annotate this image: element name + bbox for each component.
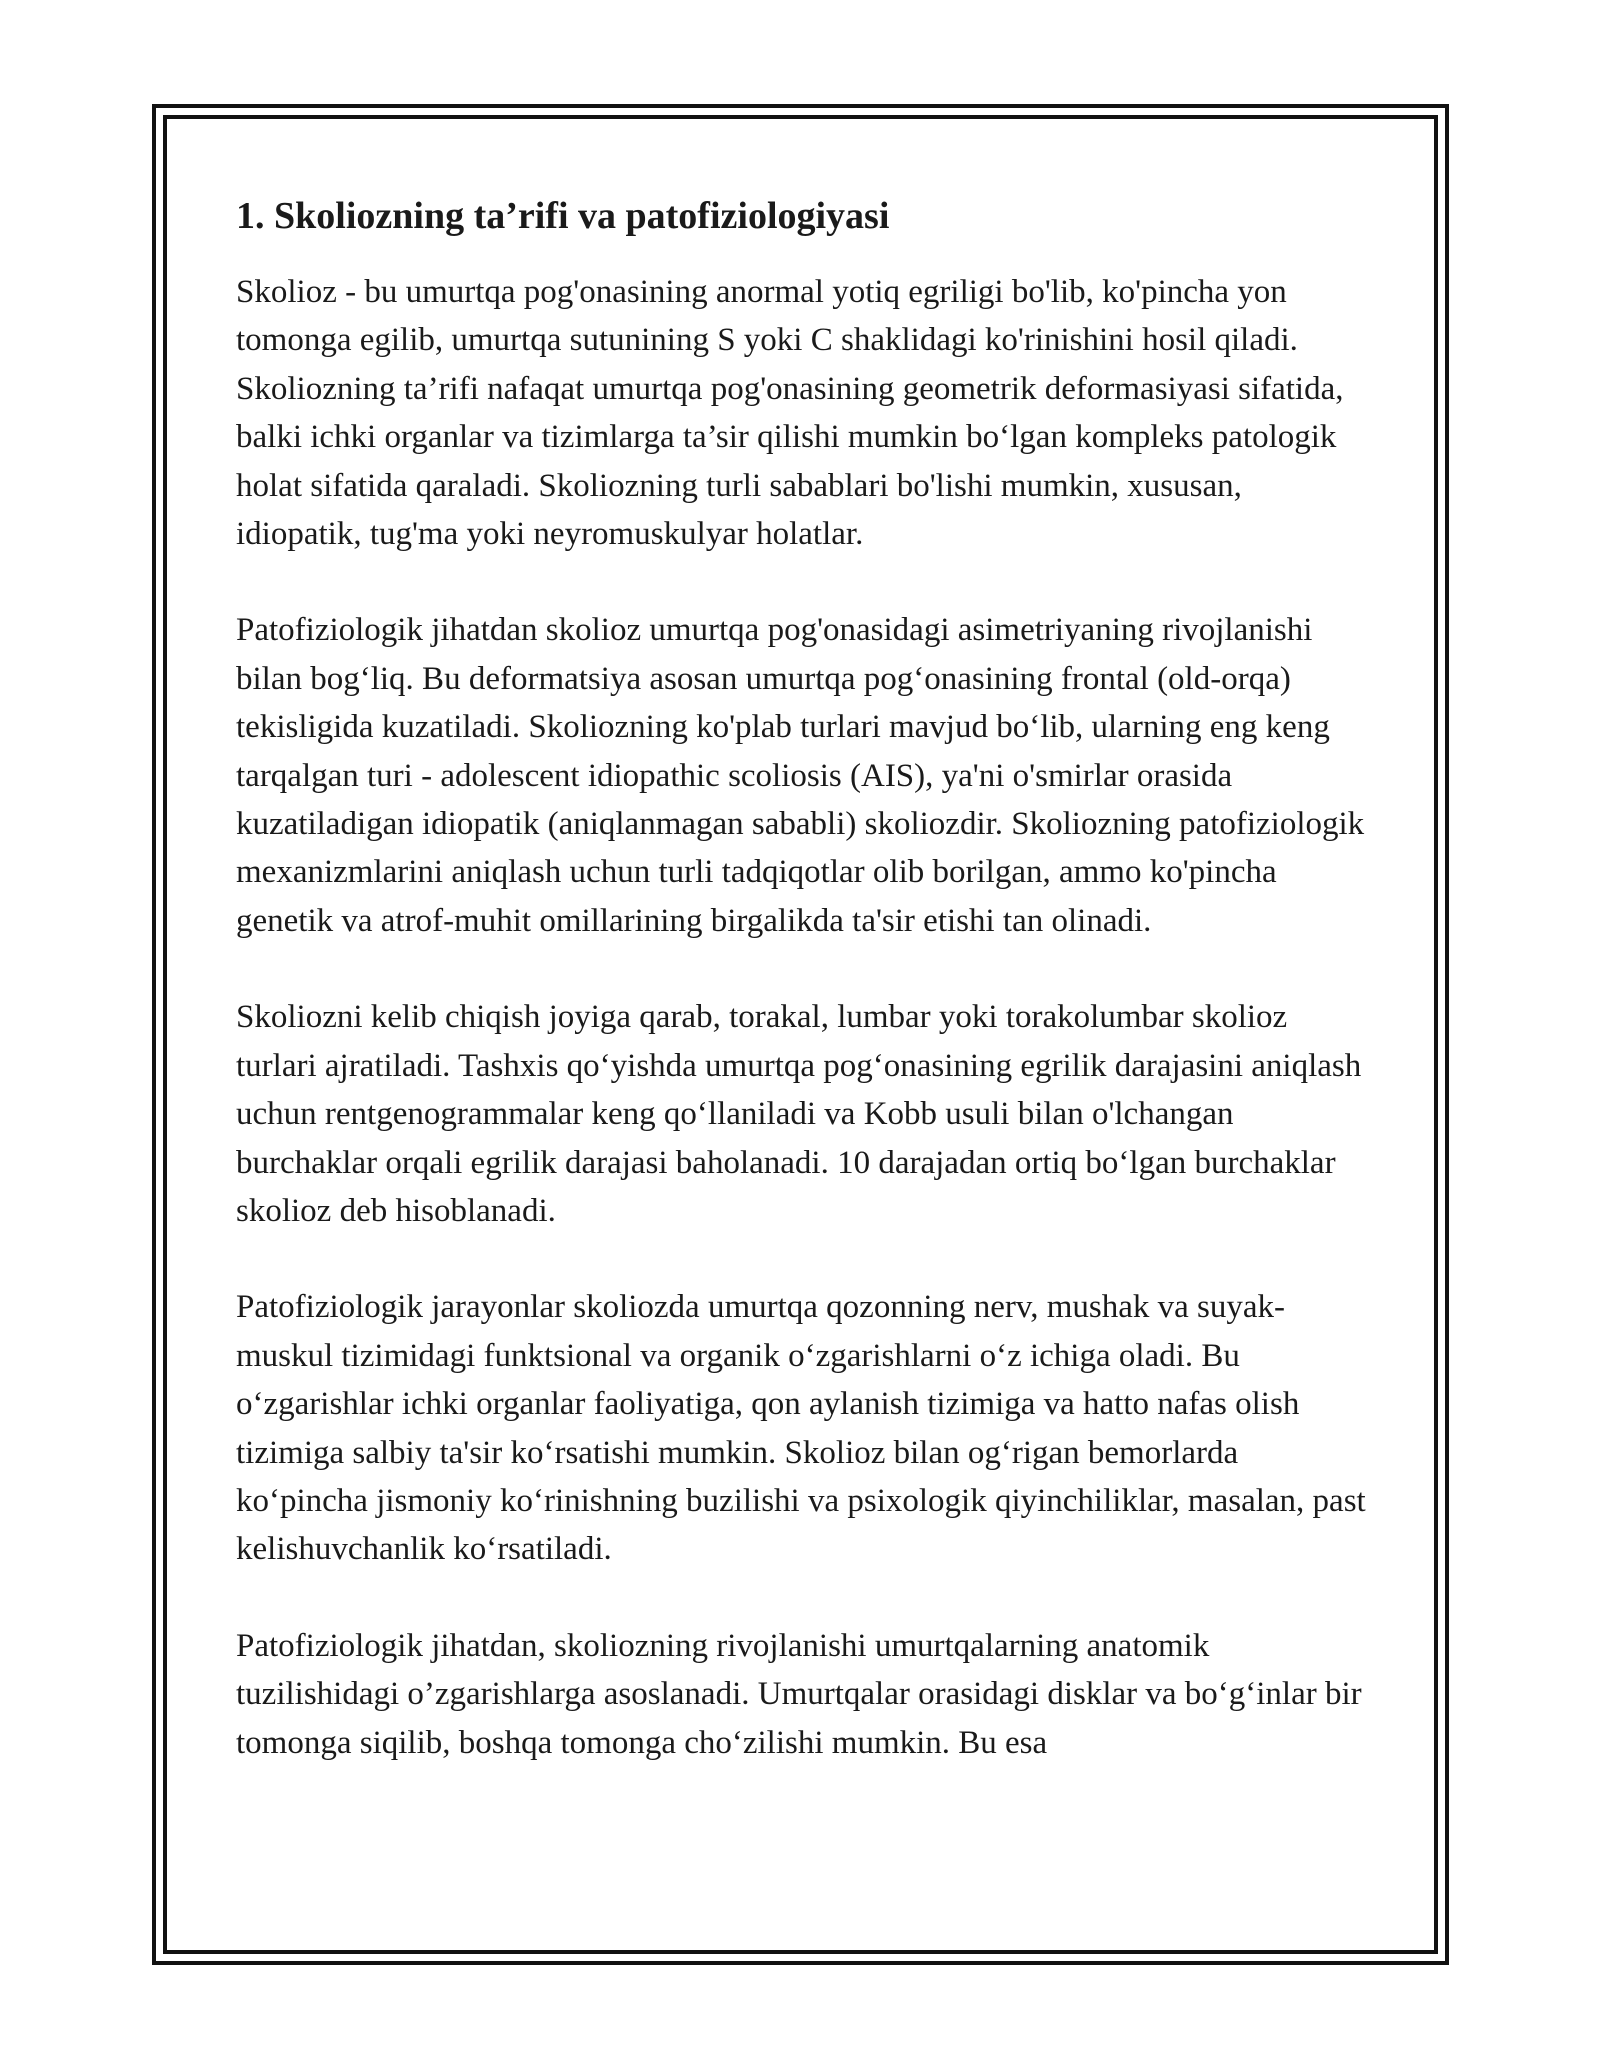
paragraph-pathophysiology: Patofiziologik jihatdan skolioz umurtqa pog'onasidagi asimetriyaning rivojlanishi bilan bog‘liq. Bu deformatsiya asosan umurtqa pog‘onasining frontal (old-orqa) tekisligida kuzatiladi. Skoliozning ko'plab turlari mavjud bo‘lib, ularning eng keng tarqalgan turi - adolescent idiopathic scoliosis (AIS), ya'ni o'smirlar orasida kuzatiladigan idiopatik (aniqlanmagan sababli) skoliozdir. Skoliozning patofiziologik mexanizmlarini aniqlash uchun turli tadqiqotlar olib borilgan, ammo ko'pincha genetik va atrof-muhit omillarining birgalikda ta'sir etishi tan olinadi. bbox=[236, 612, 1365, 939]
paragraph-classification: Skoliozni kelib chiqish joyiga qarab, torakal, lumbar yoki torakolumbar skolioz turlari ajratiladi. Tashxis qo‘yishda umurtqa pog‘onasining egrilik darajasini aniqlash uchun rentgenogrammalar keng qo‘llaniladi va Kobb usuli bilan o'lchangan burchaklar orqali egrilik darajasi baholanadi. 10 darajadan ortiq bo‘lgan burchaklar skolioz deb hisoblanadi. bbox=[236, 999, 1362, 1229]
paragraph-processes: Patofiziologik jarayonlar skoliozda umurtqa qozonning nerv, mushak va suyak-muskul tizimidagi funktsional va organik o‘zgarishlarni o‘z ichiga oladi. Bu o‘zgarishlar ichki organlar faoliyatiga, qon aylanish tizimiga va hatto nafas olish tizimiga salbiy ta'sir ko‘rsatishi mumkin. Skolioz bilan og‘rigan bemorlarda ko‘pincha jismoniy ko‘rinishning buzilishi va psixologik qiyinchiliklar, masalan, past kelishuvchanlik ko‘rsatiladi. bbox=[236, 1289, 1366, 1568]
paragraph-anatomy: Patofiziologik jihatdan, skoliozning rivojlanishi umurtqalarning anatomik tuzilishidagi o’zgarishlarga asoslanadi. Umurtqalar orasidagi disklar va bo‘g‘inlar bir tomonga siqilib, boshqa tomonga cho‘zilishi mumkin. Bu esa bbox=[236, 1627, 1362, 1761]
document-content bbox=[236, 186, 1366, 1815]
section-heading: 1. Skoliozning ta’rifi va patofiziologiyasi bbox=[236, 195, 890, 237]
paragraph-definition: Skolioz - bu umurtqa pog'onasining anormal yotiq egriligi bo'lib, ko'pincha yon tomonga egilib, umurtqa sutunining S yoki C shaklidagi ko'rinishini hosil qiladi. Skoliozning ta’rifi nafaqat umurtqa pog'onasining geometrik deformasiyasi sifatida, balki ichki organlar va tizimlarga ta’sir qilishi mumkin bo‘lgan kompleks patologik holat sifatida qaraladi. Skoliozning turli sabablari bo'lishi mumkin, xususan, idiopatik, tug'ma yoki neyromuskulyar holatlar. bbox=[236, 274, 1344, 553]
